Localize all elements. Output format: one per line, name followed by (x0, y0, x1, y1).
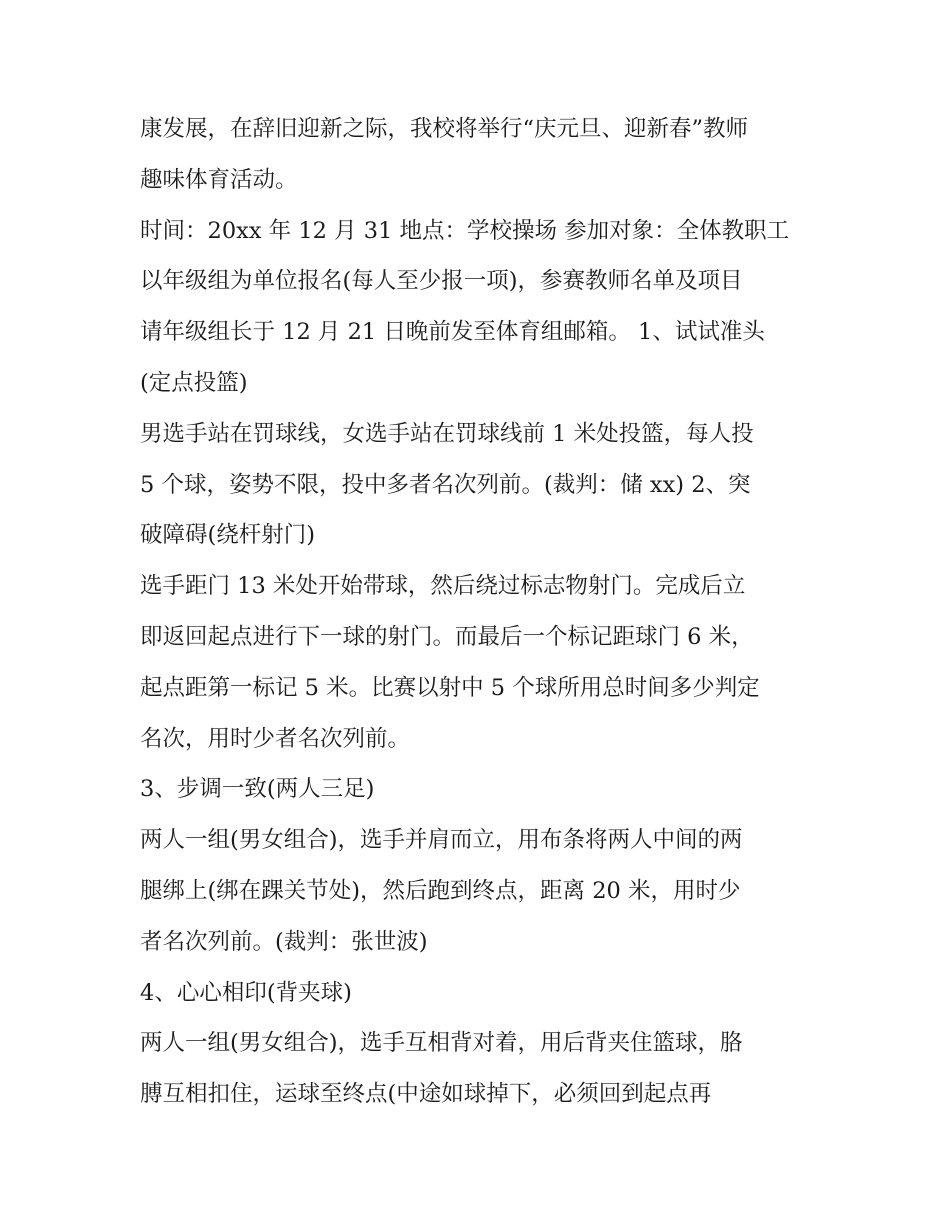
text-line: 两人一组(男女组合)，选手并肩而立，用布条将两人中间的两 (140, 827, 743, 854)
text-line: 名次，用时少者名次列前。 (140, 725, 411, 752)
text-line: 请年级组长于 12 月 21 日晚前发至体育组邮箱。 1、试试准头 (140, 319, 765, 346)
text-line: 3、步调一致(两人三足) (140, 776, 375, 803)
text-line: 4、心心相印(背夹球) (140, 979, 352, 1006)
text-line: 起点距第一标记 5 米。比赛以射中 5 个球所用总时间多少判定 (140, 674, 760, 701)
text-line: 以年级组为单位报名(每人至少报一项)，参赛教师名单及项目 (140, 268, 743, 295)
text-line: 男选手站在罚球线，女选手站在罚球线前 1 米处投篮，每人投 (140, 420, 754, 447)
text-line: 膊互相扣住，运球至终点(中途如球掉下，必须回到起点再 (140, 1081, 712, 1108)
text-line: 破障碍(绕杆射门) (140, 522, 316, 549)
text-line: 两人一组(男女组合)，选手互相背对着，用后背夹住篮球，胳 (140, 1030, 743, 1057)
text-line: 5 个球，姿势不限，投中多者名次列前。(裁判：储 xx) 2、突 (140, 471, 751, 498)
text-line: 趣味体育活动。 (140, 166, 298, 193)
text-line: 康发展，在辞旧迎新之际，我校将举行“庆元旦、迎新春”教师 (140, 116, 749, 142)
text-line: 腿绑上(绑在踝关节处)，然后跑到终点，距离 20 米，用时少 (140, 877, 741, 904)
text-line: 者名次列前。(裁判：张世波) (140, 928, 428, 955)
text-line: 时间：20xx 年 12 月 31 地点：学校操场 参加对象：全体教职工 (140, 217, 790, 244)
text-line: 即返回起点进行下一球的射门。而最后一个标记距球门 6 米， (140, 623, 754, 650)
text-line: (定点投篮) (140, 369, 248, 396)
document-body (140, 104, 820, 1120)
text-line: 选手距门 13 米处开始带球，然后绕过标志物射门。完成后立 (140, 573, 746, 600)
